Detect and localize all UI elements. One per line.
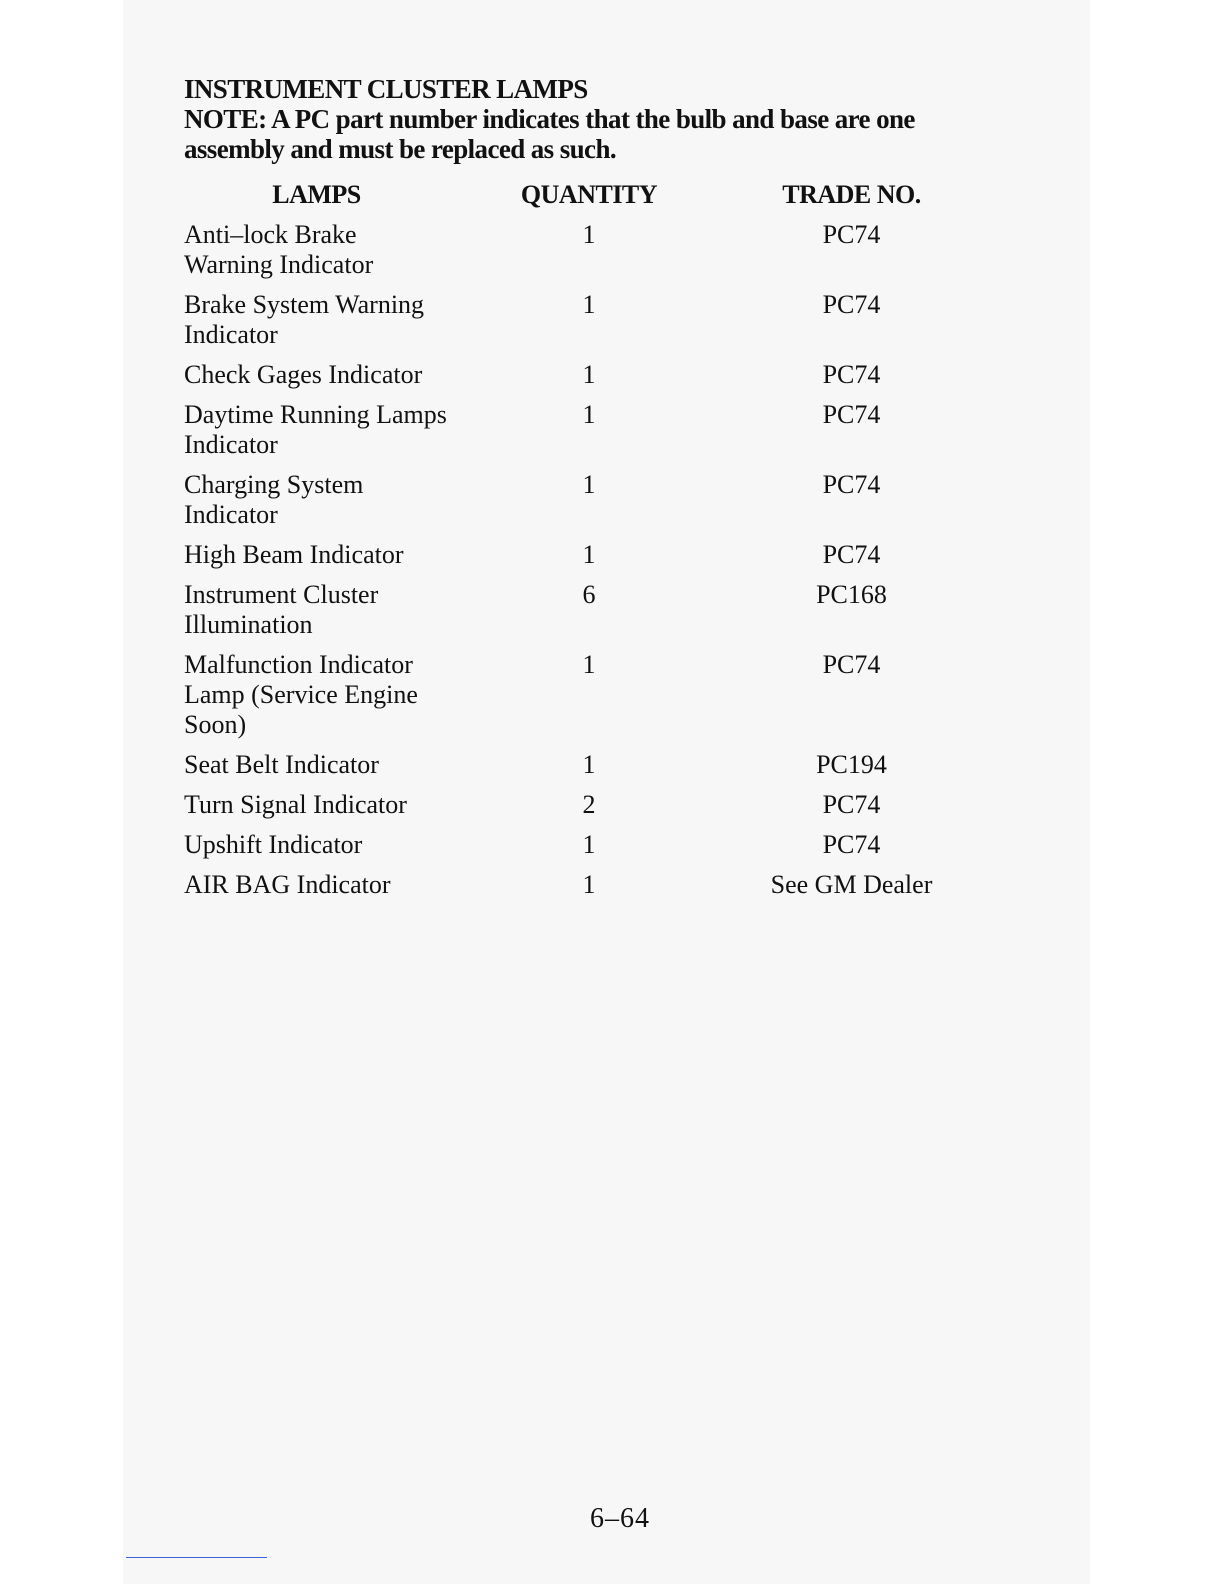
header-quantity: QUANTITY xyxy=(520,180,658,209)
header-lamps: LAMPS xyxy=(272,180,361,209)
lamp-name: Check Gages Indicator xyxy=(184,360,423,389)
lamp-trade-no: PC74 xyxy=(822,470,881,499)
table-row xyxy=(184,650,974,750)
table-row xyxy=(184,540,974,580)
table-row xyxy=(184,470,974,540)
lamp-trade-no: PC74 xyxy=(822,650,881,679)
footer-rule xyxy=(126,1557,267,1558)
table-row xyxy=(184,290,974,360)
lamps-table xyxy=(184,180,974,910)
lamp-trade-no: PC74 xyxy=(822,220,881,249)
lamp-quantity: 1 xyxy=(582,400,596,429)
lamp-quantity: 2 xyxy=(582,790,596,819)
lamp-name: Seat Belt Indicator xyxy=(184,750,379,779)
lamp-name: Anti–lock Brake Warning Indicator xyxy=(184,220,374,279)
lamp-name: Malfunction Indicator Lamp (Service Engine Soon) xyxy=(184,650,418,739)
lamp-quantity: 1 xyxy=(582,830,596,859)
note-text: NOTE: A PC part number indicates that the bulb and base are one assembly and must be replaced as such. xyxy=(184,104,915,164)
lamp-name: AIR BAG Indicator xyxy=(184,870,391,899)
table-row xyxy=(184,790,974,830)
lamp-name: Daytime Running Lamps Indicator xyxy=(184,400,447,459)
lamp-quantity: 1 xyxy=(582,870,596,899)
table-row xyxy=(184,830,974,870)
lamp-trade-no: PC168 xyxy=(816,580,887,609)
table-row xyxy=(184,220,974,290)
lamp-name: High Beam Indicator xyxy=(184,540,404,569)
lamp-quantity: 1 xyxy=(582,290,596,319)
lamp-quantity: 6 xyxy=(582,580,596,609)
lamp-name: Charging System Indicator xyxy=(184,470,364,529)
section-title: INSTRUMENT CLUSTER LAMPS xyxy=(184,74,588,104)
lamp-quantity: 1 xyxy=(582,220,596,249)
table-row xyxy=(184,580,974,650)
table-row xyxy=(184,750,974,790)
lamp-name: Turn Signal Indicator xyxy=(184,790,407,819)
lamp-trade-no: PC74 xyxy=(822,830,881,859)
lamp-quantity: 1 xyxy=(582,360,596,389)
lamp-name: Brake System Warning Indicator xyxy=(184,290,425,349)
lamp-trade-no: PC194 xyxy=(816,750,887,779)
lamp-name: Upshift Indicator xyxy=(184,830,363,859)
lamp-trade-no: See GM Dealer xyxy=(770,870,933,899)
table-row xyxy=(184,400,974,470)
lamp-trade-no: PC74 xyxy=(822,360,881,389)
table-header-row xyxy=(184,180,974,220)
header-trade-no: TRADE NO. xyxy=(782,180,921,209)
lamp-trade-no: PC74 xyxy=(822,540,881,569)
lamp-name: Instrument Cluster Illumination xyxy=(184,580,379,639)
lamp-quantity: 1 xyxy=(582,750,596,779)
lamp-quantity: 1 xyxy=(582,650,596,679)
lamp-trade-no: PC74 xyxy=(822,790,881,819)
lamp-trade-no: PC74 xyxy=(822,400,881,429)
lamp-trade-no: PC74 xyxy=(822,290,881,319)
table-row xyxy=(184,360,974,400)
table-row xyxy=(184,870,974,910)
lamp-quantity: 1 xyxy=(582,540,596,569)
lamp-quantity: 1 xyxy=(582,470,596,499)
page-number: 6–64 xyxy=(590,1503,650,1534)
